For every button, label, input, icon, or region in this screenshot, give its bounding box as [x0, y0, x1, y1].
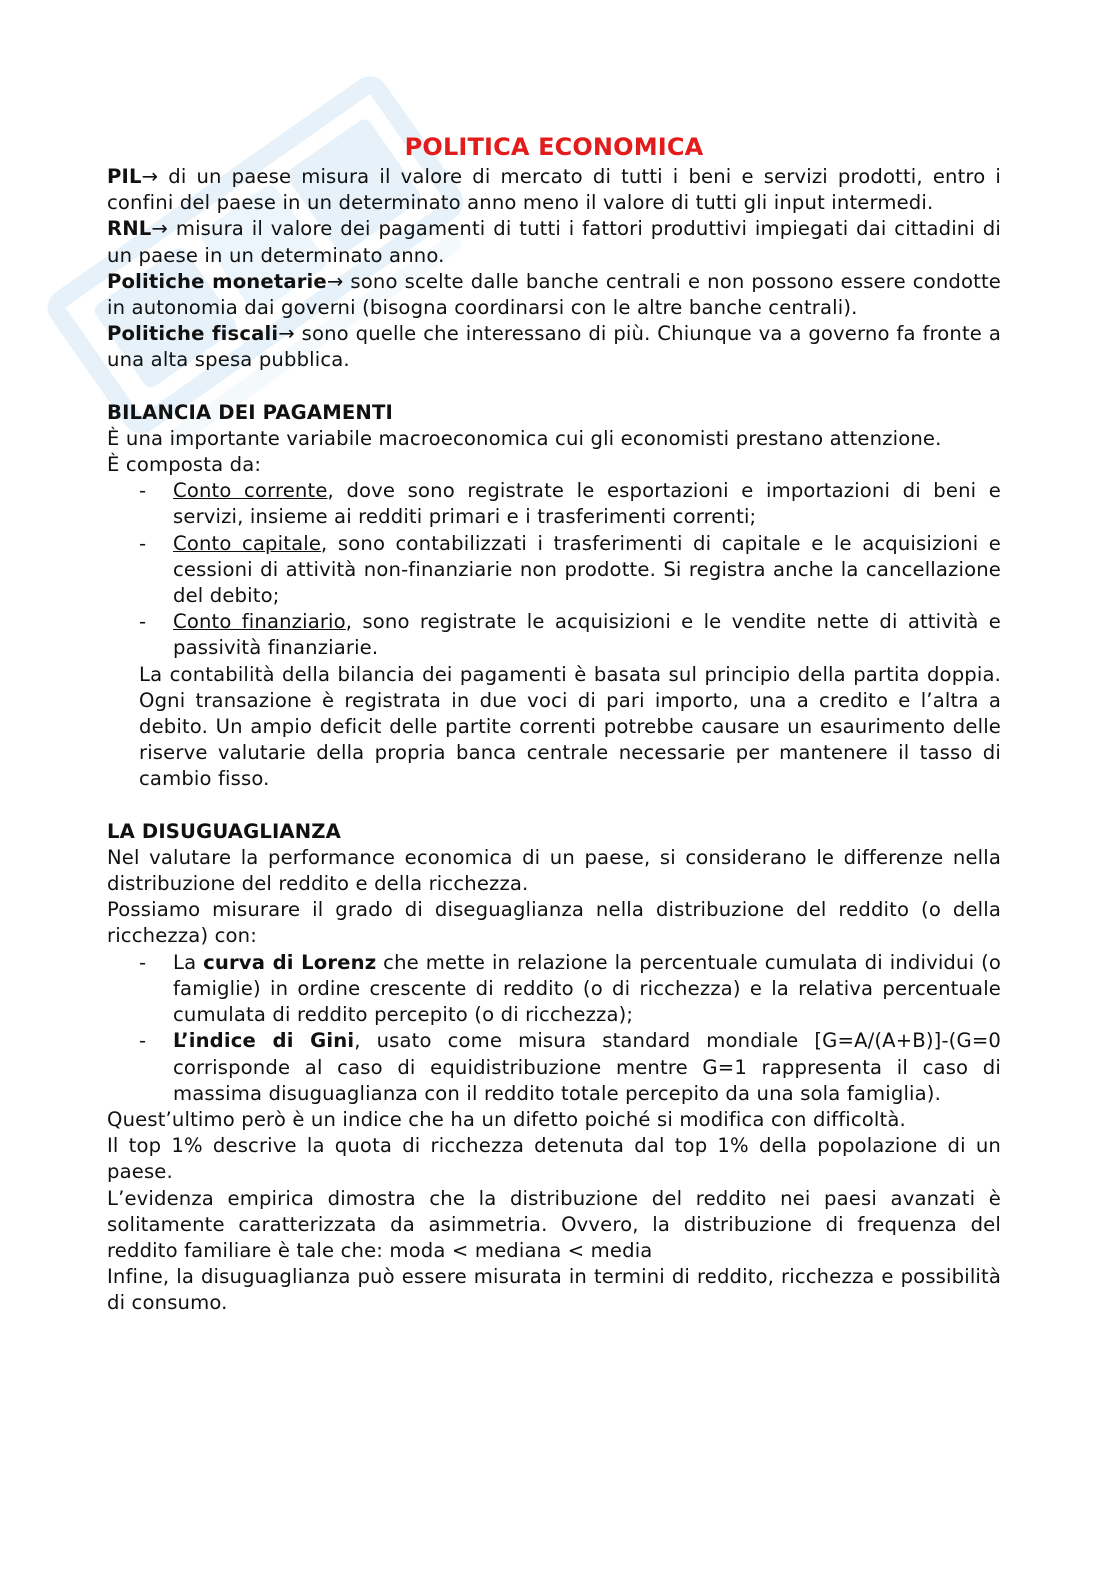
- list-item: - La curva di Lorenz che mette in relazione la percentuale cumulata di individui (o famiglie) in ordine crescente di reddito (o di ricchezza) e la relativa percentuale cumulata di reddito percepito (o di ricchezza);: [139, 950, 1001, 1027]
- definition-rnl: RNL→ misura il valore dei pagamenti di tutti i fattori produttivi impiegati dai cittadini di un paese in un determinato anno.: [107, 217, 1001, 267]
- arrow-icon: →: [151, 217, 168, 241]
- list-item: - Conto finanziario, sono registrate le acquisizioni e le vendite nette di attività e passività finanziarie.: [139, 610, 1001, 660]
- paragraph: Nel valutare la performance economica di un paese, si considerano le differenze nella distribuzione del reddito e della ricchezza.: [107, 845, 1001, 896]
- arrow-icon: →: [278, 322, 295, 346]
- list-item: - Conto capitale, sono contabilizzati i trasferimenti di capitale e le acquisizioni e cessioni di attività non-finanziarie non prodotte. Si registra anche la cancellazione del debito;: [139, 531, 1001, 608]
- definition-politiche-fiscali: Politiche fiscali→ sono quelle che interessano di più. Chiunque va a governo fa fronte a una alta spesa pubblica.: [107, 322, 1001, 372]
- paragraph: Infine, la disuguaglianza può essere misurata in termini di reddito, ricchezza e possibilità di consumo.: [107, 1265, 1001, 1315]
- bullet-list-bilancia: [107, 478, 1001, 661]
- paragraph: È composta da:: [107, 453, 262, 477]
- list-item: - Conto corrente, dove sono registrate le esportazioni e importazioni di beni e servizi, insieme ai redditi primari e i trasferimenti correnti;: [139, 479, 1001, 529]
- arrow-icon: →: [326, 269, 344, 293]
- definition-politiche-monetarie: Politiche monetarie→ sono scelte dalle banche centrali e non possono essere condotte in autonomia dai governi (bisogna coordinarsi con le altre banche centrali).: [107, 269, 1002, 320]
- definition-pil: PIL→ di un paese misura il valore di mercato di tutti i beni e servizi prodotti, entro i confini del paese in un determinato anno meno il valore di tutti gli input intermedi.: [107, 165, 1001, 215]
- dash-bullet: -: [139, 610, 147, 634]
- dash-bullet: -: [139, 531, 147, 555]
- paragraph: Possiamo misurare il grado di diseguaglianza nella distribuzione del reddito (o della ricchezza) con:: [107, 898, 1001, 948]
- bullet-list-disuguaglianza: [107, 950, 1001, 1107]
- dash-bullet: -: [139, 479, 147, 503]
- dash-bullet: -: [139, 1029, 147, 1053]
- page-title: POLITICA ECONOMICA: [404, 133, 704, 161]
- arrow-icon: →: [141, 165, 159, 188]
- paragraph: La contabilità della bilancia dei pagamenti è basata sul principio della partita doppia. Ogni transazione è registrata in due voci di pari importo, una a credito e l’altra a debito. Un ampio deficit delle partite correnti potrebbe causare un esaurimento delle riserve valutarie della propria banca centrale necessarie per mantenere il tasso di cambio fisso.: [139, 662, 1001, 791]
- document-page: [107, 130, 1001, 1317]
- section-heading-disuguaglianza: LA DISUGUAGLIANZA: [107, 819, 341, 843]
- list-item: - L’indice di Gini, usato come misura standard mondiale [G=A/(A+B)]-(G=0 corrisponde al caso di equidistribuzione mentre G=1 rappresenta il caso di massima disuguaglianza con il reddito totale percepito da una sola famiglia).: [139, 1029, 1001, 1105]
- paragraph: Il top 1% descrive la quota di ricchezza detenuta dal top 1% della popolazione di un paese.: [107, 1134, 1001, 1184]
- paragraph: Quest’ultimo però è un indice che ha un difetto poiché si modifica con difficoltà.: [107, 1107, 906, 1131]
- paragraph: L’evidenza empirica dimostra che la distribuzione del reddito nei paesi avanzati è solitamente caratterizzata da asimmetria. Ovvero, la distribuzione di frequenza del reddito familiare è tale che: moda < mediana < media: [107, 1186, 1001, 1262]
- paragraph: È una importante variabile macroeconomica cui gli economisti prestano attenzione.: [107, 426, 942, 450]
- section-heading-bilancia: BILANCIA DEI PAGAMENTI: [107, 400, 393, 424]
- dash-bullet: -: [139, 950, 147, 974]
